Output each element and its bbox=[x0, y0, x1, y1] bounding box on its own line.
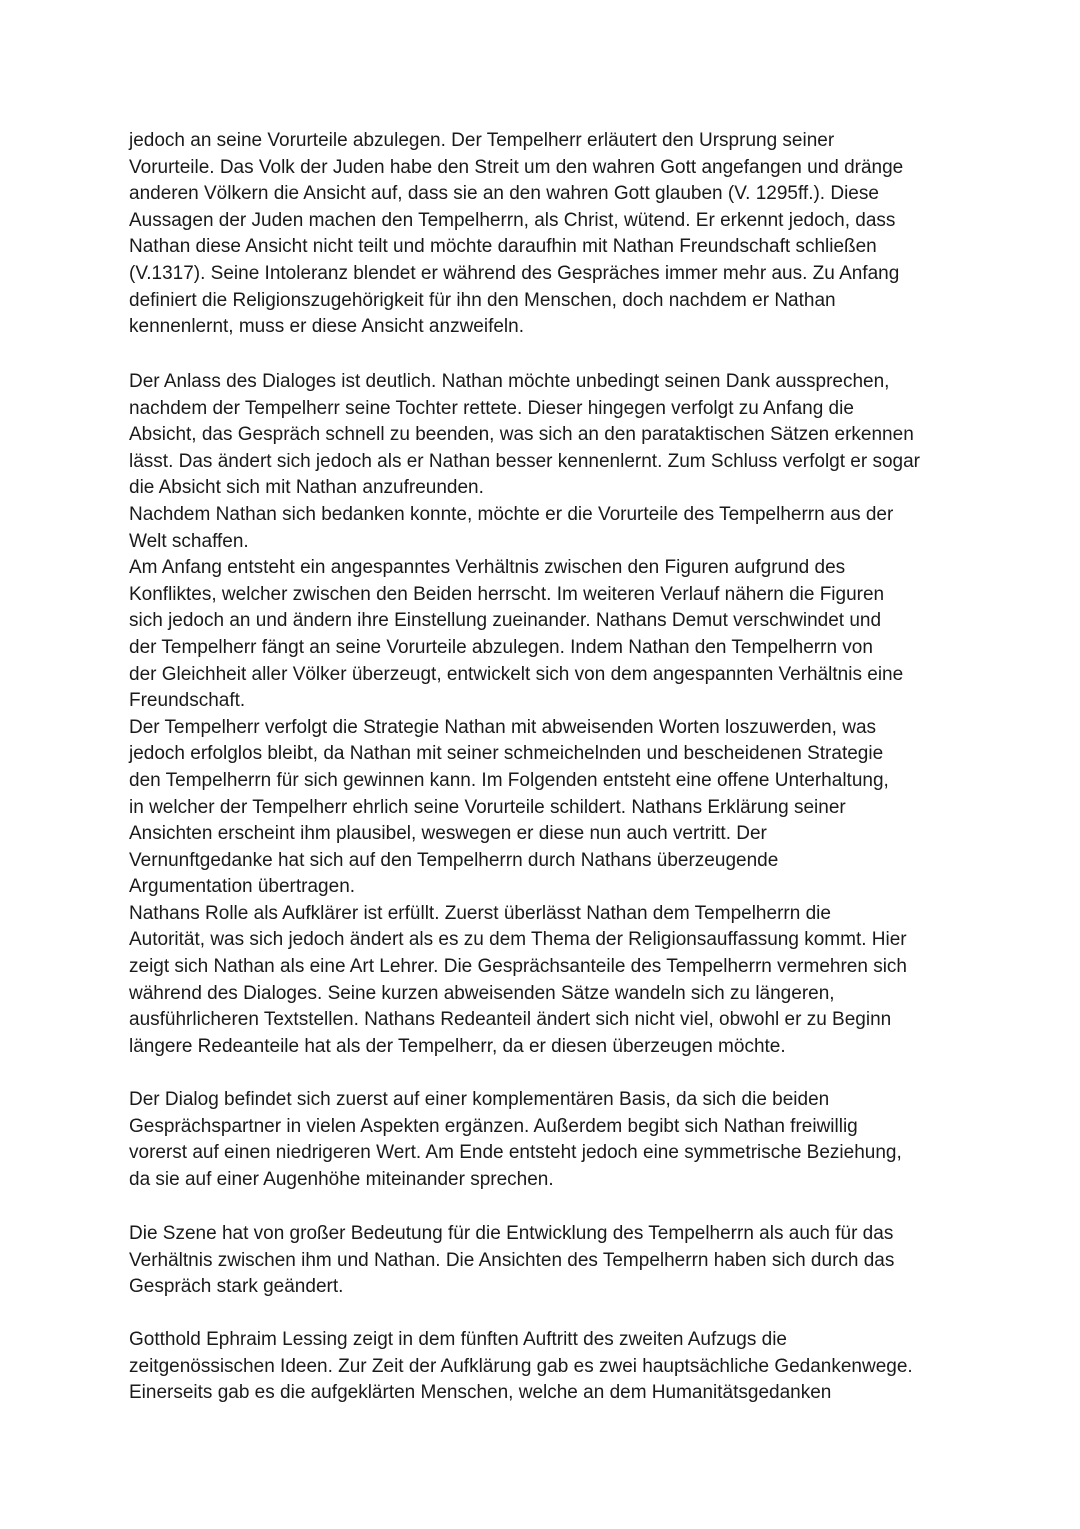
paragraph-communication-basis bbox=[129, 1087, 959, 1193]
text-line: Absicht, das Gespräch schnell zu beenden, was sich an den parataktischen Sätzen erkennen bbox=[129, 424, 914, 446]
text-line: Freundschaft. bbox=[129, 690, 246, 712]
paragraph-dialogue-analysis bbox=[129, 369, 959, 1060]
text-line: Konfliktes, welcher zwischen den Beiden herrscht. Im weiteren Verlauf nähern die Figuren bbox=[129, 583, 885, 605]
text-line: der Tempelherr fängt an seine Vorurteile abzulegen. Indem Nathan den Tempelherrn von bbox=[129, 636, 873, 658]
text-line: Verhältnis zwischen ihm und Nathan. Die Ansichten des Tempelherrn haben sich durch das bbox=[129, 1249, 895, 1271]
text-line: sich jedoch an und ändern ihre Einstellung zueinander. Nathans Demut verschwindet und bbox=[129, 610, 882, 632]
text-line: Gespräch stark geändert. bbox=[129, 1276, 344, 1298]
text-line: jedoch an seine Vorurteile abzulegen. Der Tempelherr erläutert den Ursprung seiner bbox=[129, 130, 835, 151]
text-line: jedoch erfolglos bleibt, da Nathan mit seiner schmeichelnden und bescheidenen Strategie bbox=[129, 743, 884, 765]
text-line: in welcher der Tempelherr ehrlich seine Vorurteile schildert. Nathans Erklärung seiner bbox=[129, 796, 846, 818]
text-line: zeigt sich Nathan als eine Art Lehrer. Die Gesprächsanteile des Tempelherrn vermehren sich bbox=[129, 956, 907, 978]
text-line: Einerseits gab es die aufgeklärten Menschen, welche an dem Humanitätsgedanken bbox=[129, 1382, 832, 1404]
text-line: den Tempelherrn für sich gewinnen kann. Im Folgenden entsteht eine offene Unterhaltung, bbox=[129, 769, 889, 791]
text-line: Nathans Rolle als Aufklärer ist erfüllt. Zuerst überlässt Nathan dem Tempelherrn die bbox=[129, 902, 831, 924]
text-line: der Gleichheit aller Völker überzeugt, entwickelt sich von dem angespannten Verhältnis eine bbox=[129, 663, 904, 685]
text-line: Welt schaffen. bbox=[129, 530, 249, 552]
text-line: anderen Völkern die Ansicht auf, dass sie an den wahren Gott glauben (V. 1295ff.). Diese bbox=[129, 183, 879, 205]
text-line: Nathan diese Ansicht nicht teilt und möchte daraufhin mit Nathan Freundschaft schließen bbox=[129, 236, 877, 258]
text-line: Der Anlass des Dialoges ist deutlich. Nathan möchte unbedingt seinen Dank aussprechen, bbox=[129, 371, 890, 392]
text-line: Nachdem Nathan sich bedanken konnte, möchte er die Vorurteile des Tempelherrn aus der bbox=[129, 503, 894, 525]
text-line: während des Dialoges. Seine kurzen abweisenden Sätze wandeln sich zu längeren, bbox=[129, 982, 835, 1004]
text-line: definiert die Religionszugehörigkeit für ihn den Menschen, doch nachdem er Nathan bbox=[129, 289, 836, 311]
text-line: die Absicht sich mit Nathan anzufreunden. bbox=[129, 477, 484, 499]
paragraph-origin-of-prejudices bbox=[129, 128, 959, 341]
text-line: da sie auf einer Augenhöhe miteinander sprechen. bbox=[129, 1168, 554, 1190]
text-line: Die Szene hat von großer Bedeutung für die Entwicklung des Tempelherrn als auch für das bbox=[129, 1223, 894, 1244]
text-line: nachdem der Tempelherr seine Tochter rettete. Dieser hingegen verfolgt zu Anfang die bbox=[129, 397, 854, 419]
paragraph-scene-significance bbox=[129, 1221, 959, 1301]
text-line: Am Anfang entsteht ein angespanntes Verhältnis zwischen den Figuren aufgrund des bbox=[129, 557, 846, 579]
text-line: kennenlernt, muss er diese Ansicht anzweifeln. bbox=[129, 316, 524, 338]
text-line: ausführlicheren Textstellen. Nathans Redeanteil ändert sich nicht viel, obwohl er zu Beginn bbox=[129, 1009, 892, 1031]
text-line: vorerst auf einen niedrigeren Wert. Am Ende entsteht jedoch eine symmetrische Beziehung, bbox=[129, 1142, 902, 1164]
text-line: Aussagen der Juden machen den Tempelherrn, als Christ, wütend. Er erkennt jedoch, dass bbox=[129, 209, 896, 231]
text-line: Autorität, was sich jedoch ändert als es zu dem Thema der Religionsauffassung kommt. Hier bbox=[129, 929, 907, 951]
text-line: Vorurteile. Das Volk der Juden habe den Streit um den wahren Gott angefangen und dränge bbox=[129, 156, 904, 178]
text-line: Vernunftgedanke hat sich auf den Tempelherrn durch Nathans überzeugende bbox=[129, 849, 779, 871]
text-line: Der Tempelherr verfolgt die Strategie Nathan mit abweisenden Worten loszuwerden, was bbox=[129, 716, 877, 738]
paragraph-historical-context bbox=[129, 1327, 959, 1407]
text-line: längere Redeanteile hat als der Tempelherr, da er diesen überzeugen möchte. bbox=[129, 1035, 786, 1057]
text-line: Ansichten erscheint ihm plausibel, weswegen er diese nun auch vertritt. Der bbox=[129, 823, 767, 845]
text-line: zeitgenössischen Ideen. Zur Zeit der Aufklärung gab es zwei hauptsächliche Gedankenwege. bbox=[129, 1355, 913, 1377]
text-line: Gotthold Ephraim Lessing zeigt in dem fünften Auftritt des zweiten Aufzugs die bbox=[129, 1329, 787, 1350]
text-line: Gesprächspartner in vielen Aspekten ergänzen. Außerdem begibt sich Nathan freiwillig bbox=[129, 1115, 858, 1137]
text-line: lässt. Das ändert sich jedoch als er Nathan besser kennenlernt. Zum Schluss verfolgt er sogar bbox=[129, 450, 920, 472]
text-line: (V.1317). Seine Intoleranz blendet er während des Gespräches immer mehr aus. Zu Anfang bbox=[129, 262, 900, 284]
text-line: Der Dialog befindet sich zuerst auf einer komplementären Basis, da sich die beiden bbox=[129, 1089, 830, 1110]
text-line: Argumentation übertragen. bbox=[129, 876, 356, 898]
